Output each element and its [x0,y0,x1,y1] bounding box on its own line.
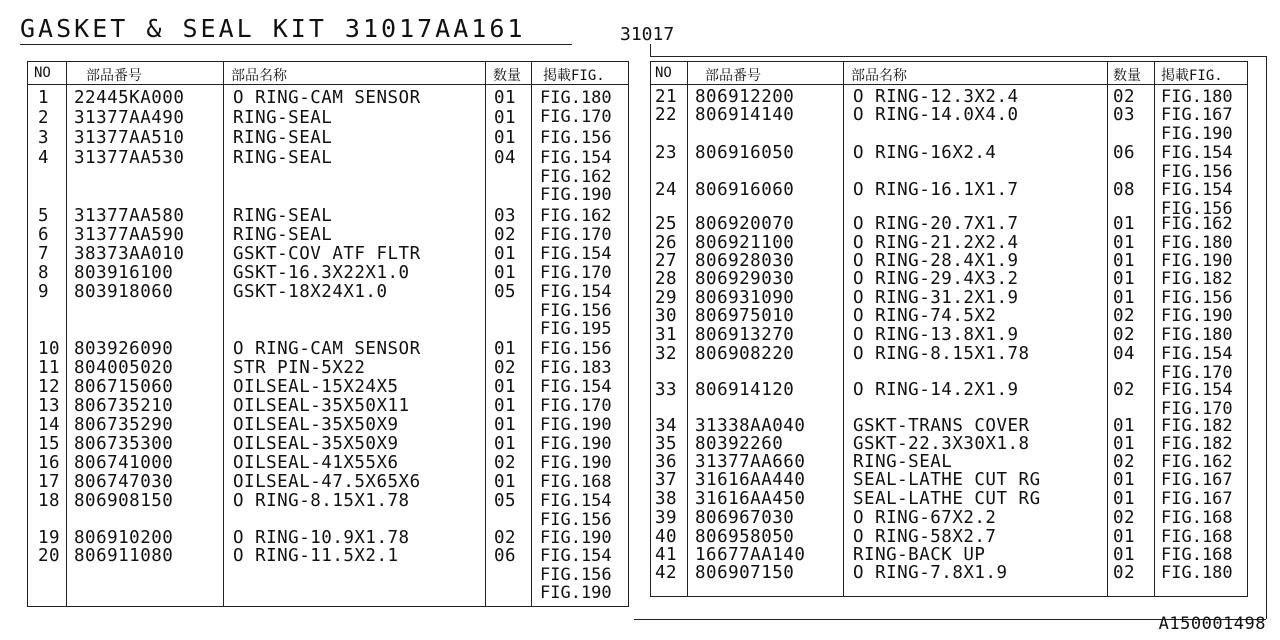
part-number: 806911080 [74,546,174,566]
row-number: 34 [655,416,678,436]
row-number: 23 [655,143,678,163]
parts-table-right [650,61,1248,597]
row-number: 27 [655,251,678,271]
part-name: O RING-28.4X1.9 [853,251,1019,271]
fig-references [540,245,612,264]
fig-references [1161,252,1233,271]
part-number: 806928030 [695,251,795,271]
quantity: 01 [1113,489,1136,509]
quantity: 08 [1113,180,1136,200]
part-number: 806912200 [695,87,795,107]
part-number: 806914120 [695,380,795,400]
part-name: O RING-14.2X1.9 [853,380,1019,400]
fig-reference[interactable]: FIG.190 [1161,123,1233,144]
fig-reference[interactable]: FIG.162 [1161,452,1233,472]
frame-right-line [1266,56,1267,619]
row-number: 13 [38,396,61,416]
fig-references [540,492,612,529]
row-number: 31 [655,325,678,345]
part-name: O RING-13.8X1.9 [853,325,1019,345]
row-number: 33 [655,380,678,400]
row-number: 36 [655,452,678,472]
row-number: 20 [38,546,61,566]
row-number: 22 [655,105,678,125]
quantity: 02 [494,225,517,245]
row-number: 3 [38,128,50,148]
part-number: 806913270 [695,325,795,345]
part-name: SEAL-LATHE CUT RG [853,489,1041,509]
fig-references [1161,270,1233,289]
part-name: O RING-12.3X2.4 [853,87,1019,107]
part-number: 803918060 [74,282,174,302]
part-name: OILSEAL-15X24X5 [233,377,399,397]
header-part-number: 部品番号 [86,68,142,84]
fig-reference[interactable]: FIG.182 [1161,269,1233,289]
quantity: 05 [494,491,517,511]
fig-references [540,207,612,226]
part-number: 806916050 [695,143,795,163]
header-part-name: 部品名称 [231,68,287,84]
fig-references [1161,106,1233,143]
row-number: 4 [38,148,50,168]
part-number: 806920070 [695,214,795,234]
quantity: 01 [1113,214,1136,234]
part-number: 31377AA580 [74,206,185,226]
fig-references [540,435,612,454]
part-number: 31616AA450 [695,489,806,509]
part-number: 806908220 [695,344,795,364]
fig-references [540,283,612,339]
row-number: 1 [38,88,50,108]
fig-references [1161,490,1233,509]
part-name: RING-SEAL [233,148,333,168]
row-number: 14 [38,415,61,435]
part-name: O RING-29.4X3.2 [853,269,1019,289]
part-number: 803916100 [74,263,174,283]
part-number: 806975010 [695,306,795,326]
fig-references [1161,381,1233,418]
row-number: 35 [655,434,678,454]
row-number: 2 [38,108,50,128]
row-number: 26 [655,233,678,253]
quantity: 02 [1113,325,1136,345]
fig-references [540,397,612,416]
quantity: 03 [494,206,517,226]
row-number: 21 [655,87,678,107]
fig-references [1161,435,1233,454]
part-name: RING-SEAL [233,225,333,245]
row-number: 8 [38,263,50,283]
part-number: 31616AA440 [695,470,806,490]
part-number: 806914140 [695,105,795,125]
part-number: 31338AA040 [695,416,806,436]
part-name: RING-SEAL [233,108,333,128]
quantity: 01 [494,472,517,492]
part-name: GSKT-16.3X22X1.0 [233,263,410,283]
row-number: 42 [655,563,678,583]
quantity: 02 [1113,452,1136,472]
fig-reference[interactable]: FIG.183 [540,358,612,378]
part-number: 806931090 [695,288,795,308]
part-name: SEAL-LATHE CUT RG [853,470,1041,490]
column-divider [66,62,67,606]
quantity: 02 [1113,563,1136,583]
quantity: 01 [494,396,517,416]
row-number: 38 [655,489,678,509]
fig-reference[interactable]: FIG.167 [1161,105,1233,125]
column-divider [687,62,688,596]
fig-reference[interactable]: FIG.167 [1161,470,1233,490]
quantity: 01 [494,377,517,397]
fig-reference[interactable]: FIG.190 [540,185,612,206]
fig-reference[interactable]: FIG.170 [540,396,612,416]
fig-reference[interactable]: FIG.170 [1161,362,1233,383]
row-number: 41 [655,545,678,565]
fig-references [540,454,612,473]
part-number: 31377AA530 [74,148,185,168]
fig-references [1161,471,1233,490]
part-number: 22445KA000 [74,88,185,108]
part-name: O RING-11.5X2.1 [233,546,399,566]
fig-reference[interactable]: FIG.168 [540,472,612,492]
fig-references [540,149,612,205]
quantity: 01 [494,415,517,435]
part-name: O RING-21.2X2.4 [853,233,1019,253]
fig-reference[interactable]: FIG.180 [1161,563,1233,583]
fig-reference[interactable]: FIG.168 [1161,545,1233,565]
fig-references [1161,509,1233,528]
fig-reference[interactable]: FIG.180 [1161,87,1233,107]
quantity: 01 [494,108,517,128]
part-name: GSKT-COV ATF FLTR [233,244,421,264]
header-qty: 数量 [1113,68,1141,84]
part-name: O RING-8.15X1.78 [233,491,410,511]
quantity: 03 [1113,105,1136,125]
fig-reference[interactable]: FIG.195 [540,319,612,340]
part-number: 806735210 [74,396,174,416]
row-number: 9 [38,282,50,302]
fig-references [1161,546,1233,565]
frame-top-line [650,56,1266,57]
fig-references [1161,417,1233,436]
reference-number: 31017 [620,24,675,45]
fig-reference[interactable]: FIG.167 [1161,489,1233,509]
quantity: 02 [1113,508,1136,528]
part-number: 806747030 [74,472,174,492]
fig-reference[interactable]: FIG.162 [540,166,612,187]
part-number: 806921100 [695,233,795,253]
column-divider [485,62,486,606]
row-number: 17 [38,472,61,492]
part-number: 16677AA140 [695,545,806,565]
row-number: 24 [655,180,678,200]
fig-reference[interactable]: FIG.182 [1161,434,1233,454]
fig-references [540,473,612,492]
fig-reference[interactable]: FIG.170 [1161,398,1233,419]
column-divider [1107,62,1108,596]
fig-reference[interactable]: FIG.154 [540,282,612,302]
part-number: 806741000 [74,453,174,473]
fig-references [1161,326,1233,345]
fig-reference[interactable]: FIG.190 [1161,251,1233,271]
fig-references [1161,528,1233,547]
part-name: O RING-7.8X1.9 [853,563,1008,583]
header-qty: 数量 [493,68,521,84]
row-number: 29 [655,288,678,308]
row-number: 19 [38,528,61,548]
title-underline [20,44,572,45]
fig-references [1161,289,1233,308]
row-number: 28 [655,269,678,289]
row-number: 12 [38,377,61,397]
row-number: 32 [655,344,678,364]
part-name: OILSEAL-41X55X6 [233,453,399,473]
fig-references [540,340,612,359]
reference-leader-line [650,44,651,56]
part-name: GSKT-18X24X1.0 [233,282,388,302]
page-title: GASKET & SEAL KIT 31017AA161 [20,14,526,43]
quantity: 05 [494,282,517,302]
part-name: O RING-CAM SENSOR [233,88,421,108]
part-name: O RING-31.2X1.9 [853,288,1019,308]
parts-table-left [27,61,629,607]
quantity: 04 [494,148,517,168]
part-number: 38373AA010 [74,244,185,264]
part-name: RING-BACK UP [853,545,986,565]
fig-reference[interactable]: FIG.180 [540,88,612,108]
quantity: 02 [1113,306,1136,326]
fig-reference[interactable]: FIG.190 [540,583,612,604]
header-fig: 掲載FIG. [1161,68,1223,84]
quantity: 02 [494,453,517,473]
fig-reference[interactable]: FIG.156 [1161,198,1233,219]
fig-references [1161,215,1233,234]
row-number: 37 [655,470,678,490]
quantity: 01 [494,128,517,148]
fig-reference[interactable]: FIG.190 [540,415,612,435]
quantity: 01 [1113,416,1136,436]
fig-reference[interactable]: FIG.154 [1161,180,1233,200]
fig-reference[interactable]: FIG.154 [540,377,612,397]
part-number: 804005020 [74,358,174,378]
quantity: 06 [1113,143,1136,163]
part-number: 806715060 [74,377,174,397]
part-name: O RING-16.1X1.7 [853,180,1019,200]
fig-reference[interactable]: FIG.162 [1161,214,1233,234]
row-number: 18 [38,491,61,511]
part-name: OILSEAL-35X50X11 [233,396,410,416]
part-number: 31377AA590 [74,225,185,245]
fig-reference[interactable]: FIG.154 [540,491,612,511]
part-number: 806929030 [695,269,795,289]
fig-reference[interactable]: FIG.156 [1161,161,1233,182]
fig-reference[interactable]: FIG.168 [1161,527,1233,547]
part-name: O RING-16X2.4 [853,143,997,163]
diagram-code: A150001498 [1158,614,1266,634]
column-divider [1154,62,1155,596]
part-name: RING-SEAL [233,206,333,226]
part-name: O RING-8.15X1.78 [853,344,1030,364]
fig-reference[interactable]: FIG.154 [1161,143,1233,163]
part-number: 806735290 [74,415,174,435]
fig-reference[interactable]: FIG.154 [1161,344,1233,364]
part-number: 806967030 [695,508,795,528]
header-no: NO [34,65,51,81]
fig-references [540,89,612,126]
quantity: 02 [494,358,517,378]
fig-references [1161,181,1233,218]
column-divider [223,62,224,606]
quantity: 04 [1113,344,1136,364]
part-number: 806916060 [695,180,795,200]
fig-reference[interactable]: FIG.156 [540,564,612,585]
fig-reference[interactable]: FIG.170 [540,263,612,283]
quantity: 01 [1113,434,1136,454]
part-name: GSKT-22.3X30X1.8 [853,434,1030,454]
fig-reference[interactable]: FIG.156 [540,300,612,321]
fig-references [1161,88,1233,107]
header-fig: 掲載FIG. [543,68,605,84]
fig-reference[interactable]: FIG.170 [540,225,612,245]
quantity: 01 [1113,233,1136,253]
quantity: 01 [494,263,517,283]
row-number: 16 [38,453,61,473]
fig-reference[interactable]: FIG.190 [540,528,612,548]
row-number: 40 [655,527,678,547]
fig-reference[interactable]: FIG.156 [540,128,612,148]
quantity: 01 [1113,545,1136,565]
part-name: O RING-74.5X2 [853,306,997,326]
fig-references [1161,564,1233,583]
row-number: 6 [38,225,50,245]
header-part-name: 部品名称 [851,68,907,84]
fig-reference[interactable]: FIG.154 [540,148,612,168]
part-number: 80392260 [695,434,784,454]
quantity: 06 [494,546,517,566]
fig-references [1161,345,1233,382]
fig-reference[interactable]: FIG.190 [540,434,612,454]
row-number: 25 [655,214,678,234]
quantity: 01 [494,88,517,108]
part-name: O RING-14.0X4.0 [853,105,1019,125]
fig-references [1161,453,1233,472]
part-number: 806735300 [74,434,174,454]
row-number: 7 [38,244,50,264]
part-name: OILSEAL-35X50X9 [233,434,399,454]
quantity: 01 [1113,470,1136,490]
part-number: 806910200 [74,528,174,548]
fig-reference[interactable]: FIG.162 [540,206,612,226]
part-name: O RING-10.9X1.78 [233,528,410,548]
quantity: 01 [494,339,517,359]
fig-reference[interactable]: FIG.190 [1161,306,1233,326]
part-name: GSKT-TRANS COVER [853,416,1030,436]
fig-references [540,547,612,603]
part-name: O RING-67X2.2 [853,508,997,528]
part-number: 31377AA660 [695,452,806,472]
fig-reference[interactable]: FIG.156 [540,339,612,359]
quantity: 01 [494,434,517,454]
row-number: 5 [38,206,50,226]
row-number: 11 [38,358,61,378]
quantity: 02 [494,528,517,548]
fig-references [540,416,612,435]
row-number: 39 [655,508,678,528]
fig-reference[interactable]: FIG.154 [540,244,612,264]
quantity: 01 [494,244,517,264]
part-name: OILSEAL-47.5X65X6 [233,472,421,492]
fig-references [540,129,612,148]
row-number: 10 [38,339,61,359]
fig-reference[interactable]: FIG.180 [1161,233,1233,253]
fig-reference[interactable]: FIG.154 [1161,380,1233,400]
part-number: 806958050 [695,527,795,547]
quantity: 01 [1113,288,1136,308]
fig-references [1161,234,1233,253]
part-name: STR PIN-5X22 [233,358,366,378]
part-name: OILSEAL-35X50X9 [233,415,399,435]
part-number: 803926090 [74,339,174,359]
part-name: O RING-20.7X1.7 [853,214,1019,234]
fig-references [1161,307,1233,326]
header-no: NO [655,65,672,81]
part-number: 31377AA510 [74,128,185,148]
fig-references [1161,144,1233,181]
row-number: 15 [38,434,61,454]
column-divider [531,62,532,606]
part-name: RING-SEAL [853,452,953,472]
part-name: RING-SEAL [233,128,333,148]
fig-reference[interactable]: FIG.170 [540,106,612,127]
quantity: 01 [1113,251,1136,271]
quantity: 01 [1113,269,1136,289]
fig-references [540,529,612,548]
column-divider [843,62,844,596]
fig-references [540,264,612,283]
fig-reference[interactable]: FIG.180 [1161,325,1233,345]
part-number: 806907150 [695,563,795,583]
quantity: 01 [1113,527,1136,547]
fig-references [540,359,612,378]
fig-references [540,378,612,397]
fig-reference[interactable]: FIG.154 [540,546,612,566]
fig-reference[interactable]: FIG.190 [540,453,612,473]
header-part-number: 部品番号 [705,68,761,84]
quantity: 02 [1113,380,1136,400]
fig-references [540,226,612,245]
fig-reference[interactable]: FIG.156 [540,509,612,530]
fig-reference[interactable]: FIG.182 [1161,416,1233,436]
fig-reference[interactable]: FIG.156 [1161,288,1233,308]
quantity: 02 [1113,87,1136,107]
part-name: O RING-58X2.7 [853,527,997,547]
fig-reference[interactable]: FIG.168 [1161,508,1233,528]
row-number: 30 [655,306,678,326]
part-name: O RING-CAM SENSOR [233,339,421,359]
part-number: 806908150 [74,491,174,511]
part-number: 31377AA490 [74,108,185,128]
